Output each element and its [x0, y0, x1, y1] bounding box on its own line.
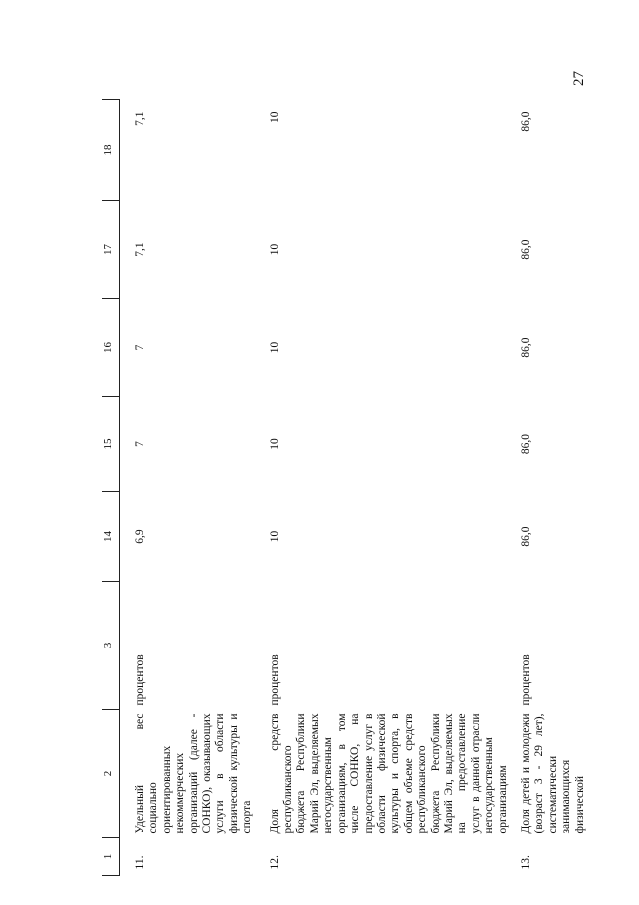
value-col-17: 86,0 [519, 239, 532, 260]
col-header-18: 18 [102, 100, 120, 201]
value-col-17: 10 [268, 243, 281, 256]
col-header-3: 3 [102, 582, 120, 710]
table-row [120, 100, 255, 876]
row-number: 13. [519, 855, 532, 870]
value-col-14: 6,9 [134, 529, 146, 544]
col-header-15: 15 [102, 397, 120, 492]
row-description: Доля средств республиканского бюджета Республики Марий Эл, выделяемых негосударственным организациям, в том числе СОНКО, на предоставление услуг в области физической культуры и спорта, в общем объеме средств республиканского бюджета Республики Марий Эл, выделяемых на предоставление услуг в данной отрасли негосударственным организациям [268, 713, 509, 834]
value-col-18: 7,1 [134, 111, 146, 126]
value-col-16: 10 [268, 341, 281, 354]
row-description: Доля детей и молодежи (возраст 3 - 29 лет), систематически занимающихся физической [519, 713, 586, 834]
col-header-2: 2 [102, 710, 120, 838]
row-description: Удельный вес социально ориентированных некоммерческих организаций (далее - СОНКО), оказывающих услуги в области физической культуры и спорта [134, 713, 254, 834]
col-header-16: 16 [102, 299, 120, 397]
row-unit: процентов [134, 654, 146, 706]
value-col-16: 86,0 [519, 337, 532, 358]
col-header-14: 14 [102, 492, 120, 582]
row-unit: процентов [268, 654, 281, 706]
value-col-14: 10 [268, 530, 281, 543]
rotated-table-wrapper [102, 100, 634, 876]
value-col-17: 7,1 [134, 242, 146, 257]
indicator-table [102, 99, 639, 876]
value-col-15: 10 [268, 438, 281, 450]
value-col-15: 7 [134, 441, 146, 447]
row-number: 12. [268, 855, 281, 870]
value-col-18: 86,0 [519, 111, 532, 132]
value-col-15: 86,0 [519, 433, 532, 455]
page-number: 27 [571, 71, 587, 86]
col-header-1: 1 [102, 838, 120, 876]
row-unit: процентов [519, 654, 532, 706]
value-col-18: 10 [268, 111, 281, 123]
table-row [255, 100, 510, 876]
table-row [510, 100, 639, 876]
header-row [102, 100, 120, 876]
col-header-17: 17 [102, 201, 120, 299]
value-col-16: 7 [134, 344, 146, 351]
value-col-14: 86,0 [519, 526, 532, 547]
row-number: 11. [134, 855, 146, 870]
